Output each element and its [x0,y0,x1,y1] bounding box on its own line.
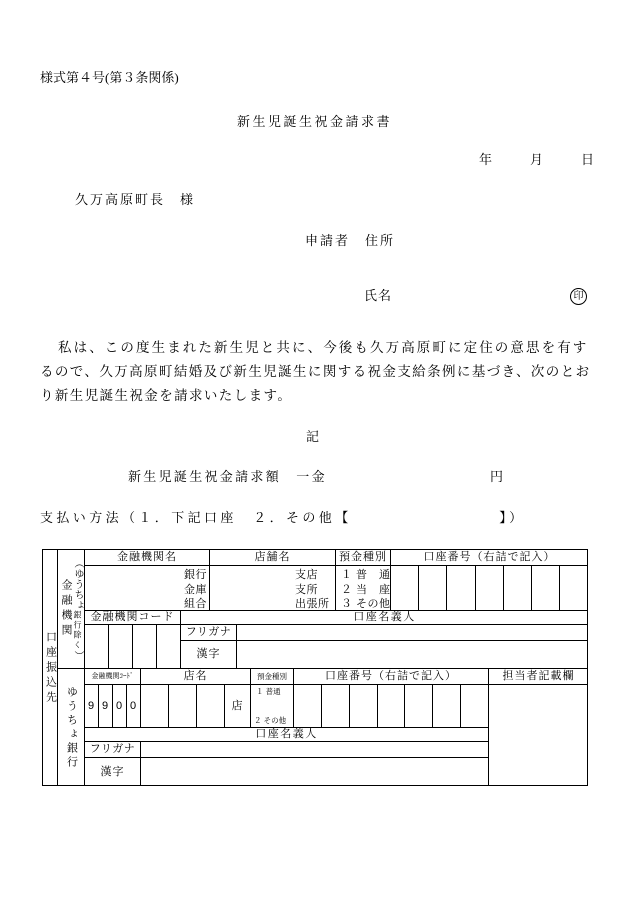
bank-account-table [42,549,588,786]
bank-name-header: 金融機関名 [84,549,209,565]
yucho-section-label: ゆうちょ銀行 [65,685,78,770]
amount-label: 新生児誕生祝金請求額 一金 [128,469,327,484]
holder-kanji-field [236,640,588,668]
account-digit-box [559,565,588,610]
yucho-code-digit: 9 [98,684,112,727]
date-line: 年 月 日 [479,152,599,167]
branch-name-field [209,565,335,610]
yucho-holder-furigana-label: フリガナ [84,741,140,757]
account-digit-box [418,565,446,610]
branch-type-shisho: 支所 [295,583,318,596]
yucho-holder-kanji-field [140,757,488,786]
seal-mark: 印 [570,288,587,305]
bank-code-digit-box [156,624,180,668]
bank-section-note-close: ） [72,650,83,661]
yucho-deposit-type-header-text: 預金種別 [257,671,287,681]
account-digit-box [475,565,503,610]
deposit-type-other: ３ その他 [341,598,391,610]
bank-type-shinkin: 金庫 [184,583,207,596]
bank-type-labels [184,568,207,612]
holder-kanji-label: 漢字 [180,640,236,668]
yucho-code-header-text: 金融機関ｺｰﾄﾞ [91,673,134,680]
account-digit-box [503,565,531,610]
yucho-deposit-type-ordinary: １ 普通 [256,687,281,696]
yucho-code-digit: 9 [84,684,98,727]
account-transfer-label: 口座振込先 [44,630,57,706]
deposit-type-header: 預金種別 [335,549,390,565]
bank-section-label-group [60,558,82,661]
yucho-deposit-type-other: ２ その他 [254,715,287,725]
account-number-header: 口座番号（右詰で記入） [390,549,588,565]
addressee: 久万高原町長 様 [75,192,196,207]
account-digit-box [390,565,418,610]
paragraph-line-1: 私は、この度生まれた新生児と共に、今後も久万高原町に定住の意思を有す [58,340,589,355]
bank-name-field [84,565,209,610]
deposit-type-current: ２ 当 座 [341,583,391,596]
deposit-type-ordinary: １ 普 通 [341,569,391,581]
yen-unit: 円 [490,469,504,484]
applicant-name-label: 氏名 [364,288,393,303]
applicant-address-label: 申請者 住所 [305,233,396,248]
yucho-holder-kanji-label: 漢字 [84,757,140,786]
bank-section-note-open: （ゆうちょ [72,557,83,610]
yucho-branch-suffix: 店 [224,684,250,727]
yucho-account-digit-box [404,684,432,727]
yucho-branch-box [140,684,168,727]
payment-method: 支払い方法（１．下記口座 ２．その他【 】） [40,510,526,525]
yucho-branch-box [196,684,224,727]
paragraph-line-3: り新生児誕生祝金を請求いたします。 [40,388,293,403]
yucho-section-label-cell [57,668,84,786]
account-transfer-label-cell [42,549,57,786]
paragraph-line-2: るので、久万高原町結婚及び新生児誕生に関する祝金支給条例に基づき、次のとお [40,364,591,379]
bank-code-header: 金融機関コード [84,610,180,624]
yucho-account-number-header: 口座番号（右詰で記入） [293,668,488,684]
yucho-deposit-type-header [250,668,293,684]
yucho-account-digit-box [460,684,488,727]
bank-code-digit-box [132,624,156,668]
yucho-branch-header: 店名 [140,668,250,684]
bank-type-kumiai: 組合 [184,598,207,610]
form-number: 様式第４号(第３条関係) [40,70,179,85]
bank-code-digit-box [108,624,132,668]
bank-section-label: 金融機関 [60,579,72,639]
branch-name-header: 店舗名 [209,549,335,565]
yucho-account-digit-box [349,684,377,727]
document-title: 新生児誕生祝金請求書 [237,114,393,129]
yucho-code-digit: 0 [112,684,126,727]
bank-section-label-cell [57,549,84,668]
account-digit-box [446,565,475,610]
yucho-account-digit-box [377,684,404,727]
holder-furigana-field [236,624,588,640]
branch-type-shiten: 支店 [295,569,318,581]
yucho-code-digit: 0 [126,684,140,727]
deposit-type-field [335,565,390,610]
bank-section-note [72,558,82,661]
yucho-account-digit-box [321,684,349,727]
yucho-account-holder-header: 口座名義人 [84,727,488,741]
staff-notes-field [488,684,588,786]
bank-type-bank: 銀行 [184,569,207,581]
staff-notes-header: 担当者記載欄 [488,668,588,684]
deposit-type-options [341,568,391,612]
holder-furigana-label: フリガナ [180,624,236,640]
ki-heading: 記 [306,429,320,444]
yucho-holder-furigana-field [140,741,488,757]
branch-type-shucchojo: 出張所 [295,598,330,610]
yucho-code-header [84,668,140,684]
yucho-account-digit-box [432,684,460,727]
account-holder-header: 口座名義人 [180,610,588,624]
branch-type-labels [295,568,330,612]
yucho-account-digit-box [293,684,321,727]
yucho-deposit-type-field [250,684,293,727]
bank-section-note-small: 銀行除く [73,610,82,650]
yucho-branch-box [168,684,196,727]
account-digit-box [531,565,559,610]
bank-code-digit-box [84,624,108,668]
